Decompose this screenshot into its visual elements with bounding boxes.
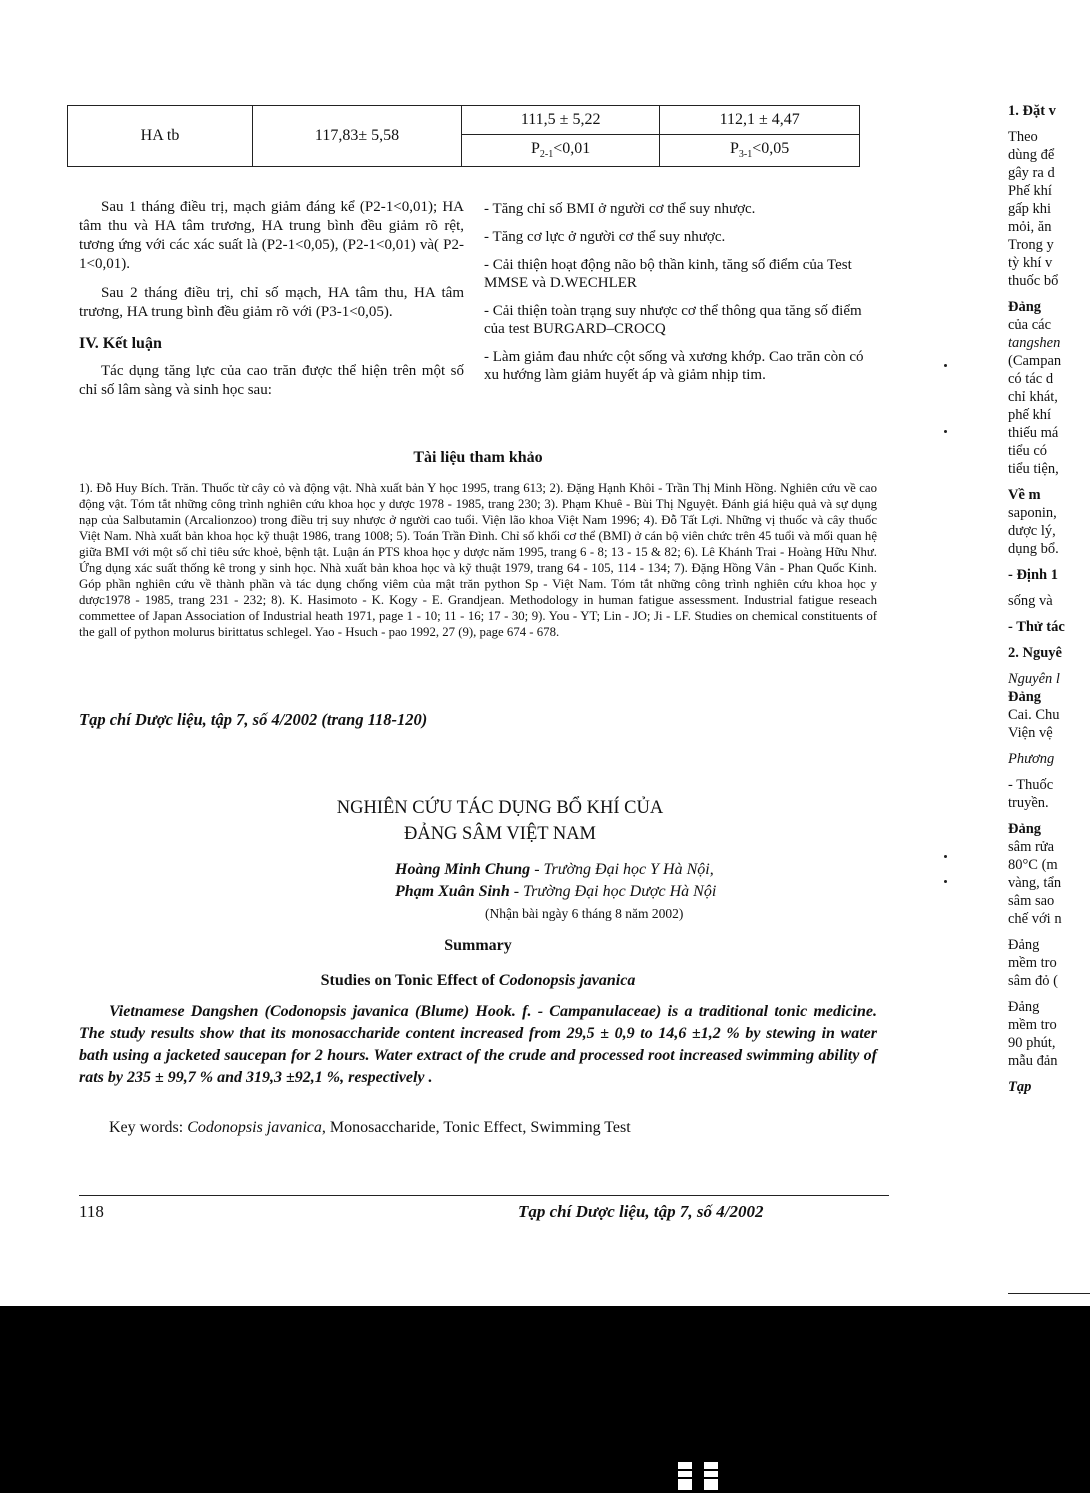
adjacent-page-line: Đảng	[1008, 821, 1042, 837]
conclusion-paragraph: Tác dụng tăng lực của cao trăn được thể hiện trên một số chỉ số lâm sàng và sinh học sau:	[79, 363, 464, 398]
adjacent-page-line: gấp khi	[1008, 201, 1052, 217]
adjacent-page-line: Đảng	[1008, 937, 1040, 953]
summary-abstract: Vietnamese Dangshen (Codonopsis javanica (Blume) Hook. f. - Campanulaceae) is a traditional tonic medicine. The study results show that its monosaccharide content increased from 29,5 ± 0,9 to 14,6 ±1,2 % by stewing in water bath using a jacketed saucepan for 2 hours. Water extract of the crude and processed root increased swimming ability of rats by 235 ± 99,7 % and 319,3 ±92,1 %, respectively .	[79, 1003, 877, 1086]
footer-rule	[79, 1195, 889, 1196]
conclusion-item: - Cải thiện toàn trạng suy nhược cơ thể thông qua tăng số điểm của test BURGARD–CROCQ	[484, 303, 862, 337]
right-column	[484, 200, 876, 394]
adjacent-page-line: - Thuốc	[1008, 777, 1054, 793]
conclusion-heading: IV. Kết luận	[79, 335, 162, 352]
adjacent-page-line: saponin,	[1008, 505, 1057, 521]
registration-mark-2	[704, 1462, 718, 1490]
adjacent-page-line: 2. Nguyê	[1008, 645, 1062, 661]
scan-black-margin	[0, 1306, 1090, 1493]
article-title	[180, 795, 820, 847]
summary-title: Studies on Tonic Effect of Codonopsis javanica	[320, 972, 636, 989]
adjacent-page-line: mẫu đản	[1008, 1053, 1058, 1069]
table-row-label: HA tb	[68, 106, 253, 167]
left-column	[79, 198, 464, 400]
registration-mark-gap	[678, 1469, 692, 1471]
adjacent-page-line: thuốc bổ	[1008, 273, 1059, 289]
adjacent-page-line: - Định 1	[1008, 567, 1058, 583]
adjacent-page-line: Phương	[1008, 751, 1055, 767]
adjacent-page-line: 1. Đặt v	[1008, 103, 1056, 119]
adjacent-page-line: Nguyên l	[1008, 671, 1060, 687]
adjacent-page-line: tiểu tiện,	[1008, 461, 1059, 477]
adjacent-page-line: tỳ khí v	[1008, 255, 1053, 271]
adjacent-page-line: dùng để	[1008, 147, 1055, 163]
adjacent-page-line: Cai. Chu	[1008, 707, 1060, 723]
adjacent-page-line: Theo	[1008, 129, 1038, 145]
adjacent-page-line: dụng bổ.	[1008, 541, 1059, 557]
registration-mark-gap	[704, 1477, 718, 1479]
article-authors	[395, 859, 716, 903]
registration-marks	[672, 1460, 757, 1490]
scan-speck	[944, 364, 947, 367]
adjacent-page-line: sâm đỏ (	[1008, 973, 1058, 989]
adjacent-page-line: sâm sao	[1008, 893, 1055, 909]
table-value-month2: 112,1 ± 4,47	[660, 106, 860, 135]
adjacent-page-line: vàng, tẩn	[1008, 875, 1062, 891]
adjacent-page-line: thiếu má	[1008, 425, 1059, 441]
adjacent-page-line: Đảng	[1008, 689, 1042, 705]
keywords: Key words: Codonopsis javanica, Monosaccharide, Tonic Effect, Swimming Test	[109, 1119, 631, 1136]
adjacent-page-line: Trong y	[1008, 237, 1054, 253]
author-1: Hoàng Minh Chung - Trường Đại học Y Hà Nội,	[395, 861, 714, 878]
adjacent-page-line: mềm tro	[1008, 955, 1057, 971]
ha-table	[67, 105, 860, 167]
adjacent-page-line: Đảng	[1008, 299, 1042, 315]
conclusion-item: - Tăng chỉ số BMI ở người cơ thể suy nhược.	[484, 201, 756, 217]
adjacent-page-line: sống và	[1008, 593, 1053, 609]
adjacent-page-line: sâm rửa	[1008, 839, 1055, 855]
scan-speck	[944, 855, 947, 858]
adjacent-page-line: (Campan	[1008, 353, 1062, 369]
adjacent-page-line: phế khí	[1008, 407, 1052, 423]
adjacent-page-line: gây ra d	[1008, 165, 1055, 181]
table-baseline-value: 117,83± 5,58	[253, 106, 462, 167]
page-number: 118	[79, 1202, 104, 1221]
scan-speck	[944, 880, 947, 883]
adjacent-page-line: dược lý,	[1008, 523, 1056, 539]
result-paragraph-month2: Sau 2 tháng điều trị, chỉ số mạch, HA tâm thu, HA tâm trương, HA trung bình đều giảm rõ với (P3-1<0,05).	[79, 285, 464, 320]
adjacent-page-line: Về m	[1008, 487, 1041, 503]
author-2: Phạm Xuân Sinh - Trường Đại học Dược Hà Nội	[395, 883, 717, 900]
article-title-line-1: NGHIÊN CỨU TÁC DỤNG BỔ KHÍ CỦA	[336, 798, 664, 818]
registration-mark-1	[678, 1462, 692, 1490]
references-list: 1). Đỗ Huy Bích. Trăn. Thuốc từ cây cỏ và động vật. Nhà xuất bản Y học 1995, trang 613; 2). Đặng Hạnh Khôi - Trần Thị Minh Hồng. Nghiên cứu về cao động vật. Tóm tắt những công trình nghiên cứu khoa học y dược 1978 - 1985, trang 230; 3). Phạm Khuê - Bùi Thị Nguyệt. Đánh giá hiệu quả và sự dụng nạp của Salbutamin (Arcalionzoo) trong điều trị suy nhược ở người cao tuổi. Viện lão khoa Việt Nam 1996; 4). Đỗ Tất Lợi. Những vị thuốc và cây thuốc Việt Nam. Nhà xuất bản khoa học kỹ thuật 1986, trang 1008; 5). Toán Trần Đình. Chỉ số khối cơ thể (BMI) ở cán bộ viên chức trên 45 tuổi và mối quan hệ giữa BMI với một số chỉ tiêu sức khoẻ, bệnh tật. Luận án PTS khoa học y dược năm 1995, trang 6 - 8; 13 - 15 & 82; 6). Lê Khánh Trai - Hoàng Hữu Như. Ứng dụng xác suất thống kê trong y sinh học. Nhà xuất bản khoa học và kỹ thuật 1979, trang 64 - 105, 114 - 134; 7). Đặng Hồng Vân - Phan Quốc Kinh. Góp phần nghiên cứu về thành phần và tác dụng chống viêm của mật trăn python Sp - Việt Nam. Tóm tắt những công trình nghiên cứu khoa học y dược1978 - 1985, trang 231 - 232; 8). K. Hasimoto - K. Kogy - E. Grandjean. Methodology in human fatigue assessment. Industrial fatigue reseach commettee of Japan Association of Industrial heath 1971, page 1 - 10; 11 - 16; 17 - 30; 9). You - YT; Lin - JO; Ji - LF. Studies on chemical constituents of the gall of python molurus birittatus schlegel. Yao - Hsuch - pao 1992, 27 (9), page 674 - 678.	[79, 481, 877, 639]
result-paragraph-month1: Sau 1 tháng điều trị, mạch giảm đáng kể (P2-1<0,01); HA tâm thu và HA tâm trương, HA trung bình đều giảm rõ rệt, tương ứng với các xác suất là (P2-1<0,05), (P2-1<0,01) và( P2-1<0,01).	[79, 199, 464, 272]
table-value-month1: 111,5 ± 5,22	[462, 106, 660, 135]
adjacent-page-line: có tác d	[1008, 371, 1054, 387]
registration-mark-gap	[704, 1469, 718, 1471]
adjacent-page-line: tangshen	[1008, 335, 1061, 351]
adjacent-page-line: tiểu có	[1008, 443, 1048, 459]
article-title-line-2: ĐẢNG SÂM VIỆT NAM	[403, 824, 597, 844]
scan-speck	[944, 430, 947, 433]
received-date: (Nhận bài ngày 6 tháng 8 năm 2002)	[485, 906, 684, 921]
adjacent-page-line: truyền.	[1008, 795, 1049, 811]
article-journal-line: Tạp chí Dược liệu, tập 7, số 4/2002 (trang 118-120)	[79, 710, 428, 729]
references-heading: Tài liệu tham khảo	[413, 449, 543, 466]
conclusion-item: - Cải thiện hoạt động não bộ thần kinh, tăng số điểm của Test MMSE và D.WECHLER	[484, 257, 852, 291]
adjacent-page-line: Phế khí	[1008, 183, 1052, 199]
conclusion-item: - Tăng cơ lực ở người cơ thể suy nhược.	[484, 229, 726, 245]
adjacent-page-line: Viện vệ	[1008, 725, 1053, 741]
adjacent-page-line: chế với n	[1008, 911, 1062, 927]
adjacent-page-line: Đảng	[1008, 999, 1040, 1015]
conclusion-item: - Làm giảm đau nhức cột sống và xương khớp. Cao trăn còn có xu hướng làm giảm huyết áp và giảm nhịp tim.	[484, 349, 864, 383]
summary-heading: Summary	[444, 937, 512, 954]
adjacent-page-line: - Thử tác	[1008, 619, 1065, 635]
adjacent-page-line: 80°C (m	[1008, 857, 1058, 873]
adjacent-page-line: mỏi, ăn	[1008, 219, 1052, 235]
footer-journal: Tạp chí Dược liệu, tập 7, số 4/2002	[518, 1202, 764, 1221]
registration-mark-gap	[678, 1477, 692, 1479]
adjacent-page-line: chỉ khát,	[1008, 389, 1058, 405]
adjacent-page-line: của các	[1008, 317, 1052, 333]
adjacent-page-footer-rule	[1008, 1293, 1090, 1294]
adjacent-page-line: 90 phút,	[1008, 1035, 1056, 1051]
adjacent-page-line: Tạp	[1008, 1079, 1032, 1095]
table-p-value-2: $P_{3-1}<0,05$	[660, 134, 860, 166]
table-p-value-1: $P_{2-1}<0,01$	[462, 134, 660, 166]
adjacent-page-fragment	[1008, 102, 1090, 1096]
adjacent-page-line: mềm tro	[1008, 1017, 1057, 1033]
